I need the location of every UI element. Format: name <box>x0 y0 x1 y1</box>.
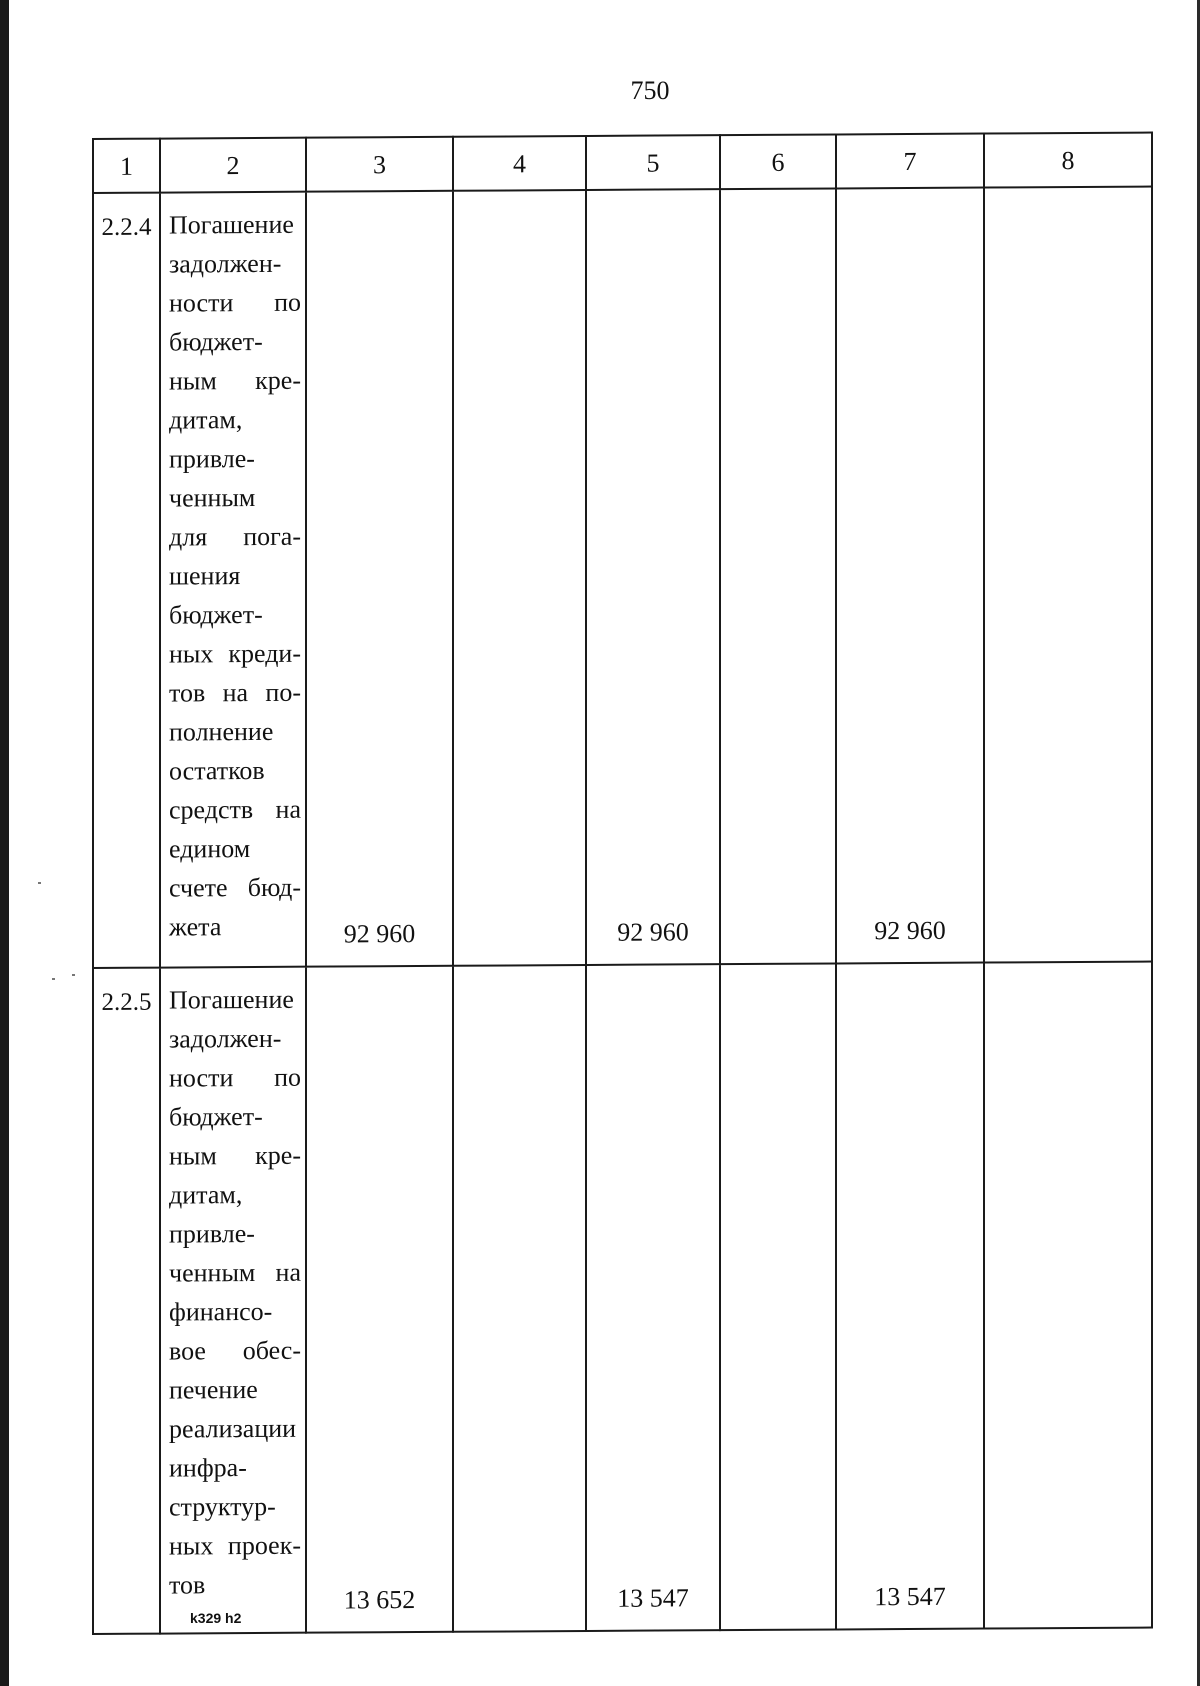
description-line: ным кре- <box>169 365 301 396</box>
description-line: ности по <box>169 1062 301 1093</box>
description-line: задолжен- <box>169 1023 282 1054</box>
cell-col4 <box>453 190 586 966</box>
description-line: для пога- <box>169 521 301 552</box>
row-description <box>160 967 306 1634</box>
cell-col3: 13 652 <box>306 966 453 1633</box>
description-line: финансо- <box>169 1296 273 1327</box>
header-cell-4: 4 <box>453 136 586 191</box>
scan-speck <box>72 974 75 976</box>
footer-code: k329 h2 <box>190 1610 242 1626</box>
header-cell-8: 8 <box>984 133 1152 188</box>
description-line: Погашение <box>169 209 294 240</box>
cell-col5: 92 960 <box>586 189 720 965</box>
description-line: шения <box>169 561 241 591</box>
row-description <box>160 192 306 968</box>
description-line: ченным <box>169 483 256 513</box>
row-code: 2.2.4 <box>93 193 160 968</box>
cell-col7: 13 547 <box>836 963 984 1630</box>
table-row-2-2-5 <box>93 962 1152 1634</box>
scan-left-edge <box>0 0 9 1686</box>
description-line: остатков <box>169 755 265 786</box>
description-line: вое обес- <box>169 1335 301 1366</box>
cell-col5: 13 547 <box>586 964 720 1631</box>
cell-col7: 92 960 <box>836 188 984 964</box>
description-line: тов <box>169 1570 206 1600</box>
cell-col8 <box>984 962 1152 1629</box>
header-cell-2: 2 <box>160 138 306 193</box>
description-line: полнение <box>169 716 274 747</box>
scan-speck <box>38 882 41 884</box>
description-line: инфра- <box>169 1453 247 1483</box>
description-line: средств на <box>169 794 301 825</box>
cell-col6 <box>720 963 836 1630</box>
header-cell-5: 5 <box>586 135 720 190</box>
description-line: счете бюд- <box>169 872 301 903</box>
cell-col3: 92 960 <box>306 191 453 967</box>
table-row-2-2-4 <box>93 187 1152 968</box>
description-line: едином <box>169 834 251 864</box>
description-line: ности по <box>169 287 301 318</box>
cell-col4 <box>453 965 586 1632</box>
header-cell-7: 7 <box>836 134 984 189</box>
description-line: привле- <box>169 444 255 474</box>
description-line: бюджет- <box>169 599 263 630</box>
description-line: печение <box>169 1374 258 1405</box>
description-line: Погашение <box>169 984 294 1015</box>
description-line: жета <box>169 912 222 942</box>
table-header-row <box>93 133 1152 193</box>
header-cell-1: 1 <box>93 139 160 193</box>
description-line: тов на по- <box>169 677 301 708</box>
page-number: 750 <box>630 76 670 105</box>
description-line: структур- <box>169 1491 276 1522</box>
description-line: дитам, <box>169 405 243 435</box>
description-line: ных проек- <box>169 1530 301 1561</box>
description-line: дитам, <box>169 1180 243 1210</box>
cell-col8 <box>984 187 1152 963</box>
row-code: 2.2.5 <box>93 968 160 1634</box>
description-line: привле- <box>169 1219 255 1249</box>
header-cell-3: 3 <box>306 137 453 192</box>
description-line: ченным на <box>169 1257 301 1288</box>
description-line: бюджет- <box>169 1101 263 1132</box>
description-line: ных креди- <box>169 638 301 669</box>
description-line: ным кре- <box>169 1140 301 1171</box>
description-line: реализации <box>169 1413 297 1444</box>
table-container <box>92 132 1151 1615</box>
budget-table <box>92 132 1153 1635</box>
description-line: бюджет- <box>169 326 263 357</box>
description-line: задолжен- <box>169 248 282 279</box>
scan-speck <box>52 978 55 980</box>
cell-col6 <box>720 188 836 964</box>
header-cell-6: 6 <box>720 134 836 189</box>
